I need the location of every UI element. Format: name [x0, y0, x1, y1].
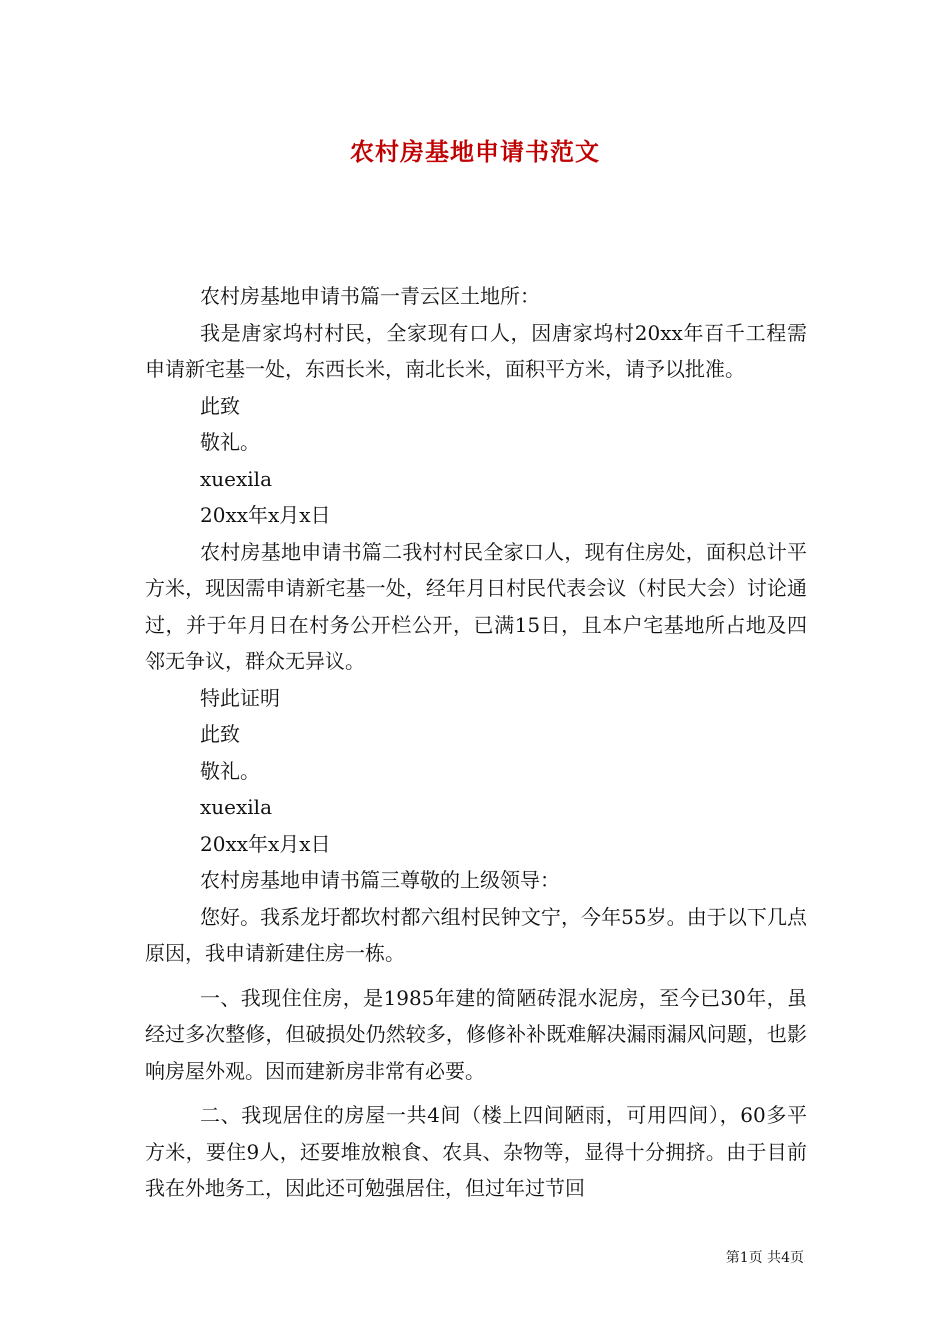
paragraph: 一、我现住住房，是1985年建的简陋砖混水泥房，至今已30年，虽经过多次整修，但破损处仍然较多，修修补补既难解决漏雨漏风问题，也影响房屋外观。因而建新房非常有必要。 — [145, 985, 807, 1083]
page-number: 第1页 共4页 — [725, 1250, 804, 1266]
paragraph: 农村房基地申请书篇二我村村民全家口人，现有住房处，面积总计平方米，现因需申请新宅基一处，经年月日村民代表会议（村民大会）讨论通过，并于年月日在村务公开栏公开，已满15日，且本户宅基地所占地及四邻无争议，群众无异议。 — [145, 539, 807, 673]
paragraph: xuexila — [200, 466, 272, 491]
paragraph: 我是唐家坞村村民，全家现有口人，因唐家坞村20xx年百千工程需申请新宅基一处，东西长米，南北长米，面积平方米，请予以批准。 — [145, 320, 807, 381]
paragraph: 敬礼。 — [200, 430, 260, 454]
paragraph: 20xx年x月x日 — [200, 831, 331, 856]
paragraph: 20xx年x月x日 — [200, 503, 331, 527]
paragraph: 您好。我系龙圩都坎村都六组村民钟文宁，今年55岁。由于以下几点原因，我申请新建住房一栋。 — [145, 904, 807, 965]
paragraph: 敬礼。 — [200, 758, 260, 783]
paragraph: 特此证明 — [200, 685, 280, 710]
paragraph: 农村房基地申请书篇三尊敬的上级领导： — [200, 868, 560, 892]
paragraph: 二、我现居住的房屋一共4间（楼上四间陋雨，可用四间），60多平方米，要住9人，还要堆放粮食、农具、杂物等，显得十分拥挤。由于目前我在外地务工，因此还可勉强居住，但过年过节回 — [145, 1103, 807, 1200]
paragraph: 此致 — [200, 393, 240, 418]
paragraph: xuexila — [200, 795, 272, 819]
paragraph: 农村房基地申请书篇一青云区土地所： — [200, 284, 540, 308]
document-body — [145, 278, 807, 1207]
document-title: 农村房基地申请书范文 — [350, 137, 600, 166]
paragraph: 此致 — [200, 722, 240, 746]
